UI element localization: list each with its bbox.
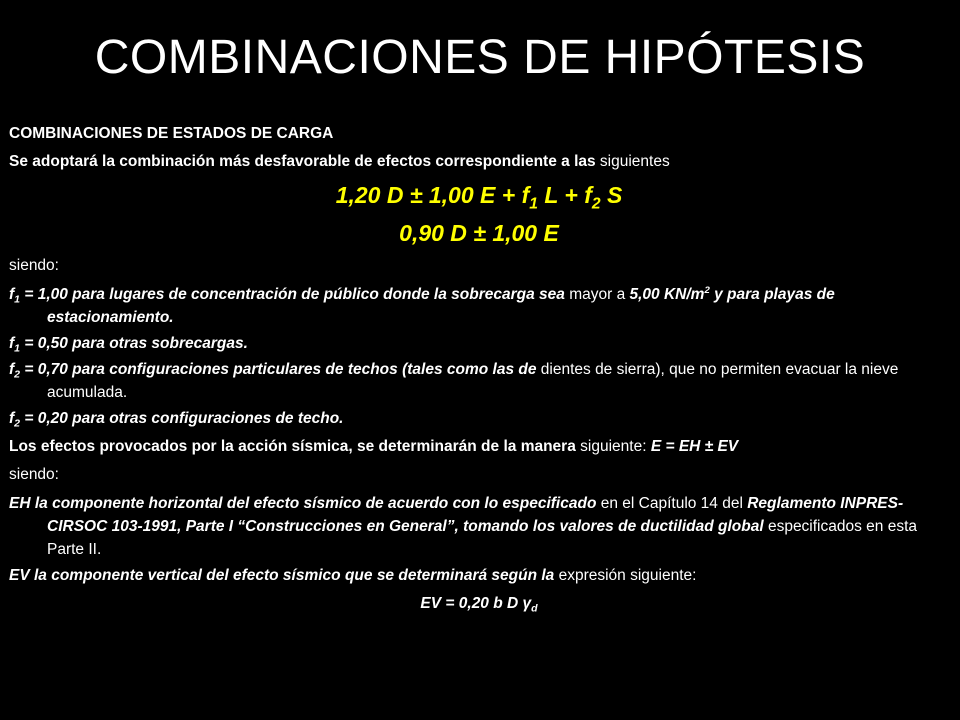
f1b-text: = 0,50 para otras sobrecargas. <box>20 335 248 352</box>
ev-definition <box>9 564 949 587</box>
eh-definition <box>9 492 949 561</box>
f1-definition-2 <box>9 332 949 355</box>
efectos-bold: Los efectos provocados por la acción sísmica, se determinarán de la manera <box>9 438 576 455</box>
f1a-text2: 5,00 KN/m <box>629 286 705 303</box>
eh-bi1: EH la componente horizontal del efecto sísmico de acuerdo con lo especificado <box>9 495 597 512</box>
formula1-part-b: L + f <box>537 182 592 208</box>
eh-n1: en el Capítulo 14 del <box>596 495 748 512</box>
ev-normal: expresión siguiente: <box>554 567 697 584</box>
f2b-text: = 0,20 para otras configuraciones de techo. <box>20 410 344 427</box>
f1a-sup: 2 <box>704 285 710 297</box>
f2a-symbol: $f_2$ <box>9 361 21 381</box>
f2b-symbol: $f_2$ <box>9 410 21 430</box>
ev-formula-sub: d <box>531 602 538 615</box>
f2a-normal: dientes de sierra), que no permiten evacuar la nieve acumulada. <box>47 361 899 401</box>
eh-n2: especificados en esta Parte II. <box>47 518 918 558</box>
siendo-label-1: siendo: <box>9 257 59 274</box>
f1b-symbol: $f_1$ <box>9 335 21 355</box>
formula1-sub-2: 2 <box>591 195 601 213</box>
intro-paragraph <box>9 148 949 176</box>
slide-body <box>9 120 949 618</box>
formula1-part-c: S <box>600 182 623 208</box>
f1a-symbol: $f_1$ <box>9 286 21 306</box>
f1a-text3: y para playas de estacionamiento. <box>47 286 835 326</box>
f1a-normal: mayor a <box>564 286 630 303</box>
load-combination-2: 0,90 D ± 1,00 E <box>399 220 559 246</box>
ev-formula <box>9 590 949 618</box>
f2a-text1: = 0,70 para configuraciones particulares de techos (tales como las de <box>20 361 537 378</box>
formula1-part-a: 1,20 D ± 1,00 E + f <box>335 182 530 208</box>
ev-formula-text: EV = 0,20 b D γ <box>420 595 532 612</box>
siendo-label-2: siendo: <box>9 466 59 483</box>
slide-title: COMBINACIONES DE HIPÓTESIS <box>94 31 866 84</box>
eh-bi2: Reglamento INPRES-CIRSOC 103-1991, Parte I “Construcciones en General”, tomando los valores de ductilidad global <box>47 495 904 535</box>
ev-bi: EV la componente vertical del efecto sísmico que se determinará según la <box>9 567 555 584</box>
intro-bold: Se adoptará la combinación más desfavorable de efectos correspondiente a las <box>9 153 596 170</box>
efectos-formula: E = EH ± EV <box>650 438 739 455</box>
f2-definition-2 <box>9 407 949 430</box>
intro-normal: siguientes <box>595 153 670 170</box>
f1a-text1: = 1,00 para lugares de concentración de público donde la sobrecarga sea <box>20 286 565 303</box>
efectos-normal: siguiente: <box>575 438 651 455</box>
f2-definition-1 <box>9 358 949 404</box>
f1-definition-1 <box>9 283 949 329</box>
formula1-sub-1: 1 <box>529 195 538 213</box>
seismic-effects-paragraph <box>9 433 949 461</box>
load-combination-1 <box>9 176 949 214</box>
section-heading: COMBINACIONES DE ESTADOS DE CARGA <box>9 125 334 142</box>
